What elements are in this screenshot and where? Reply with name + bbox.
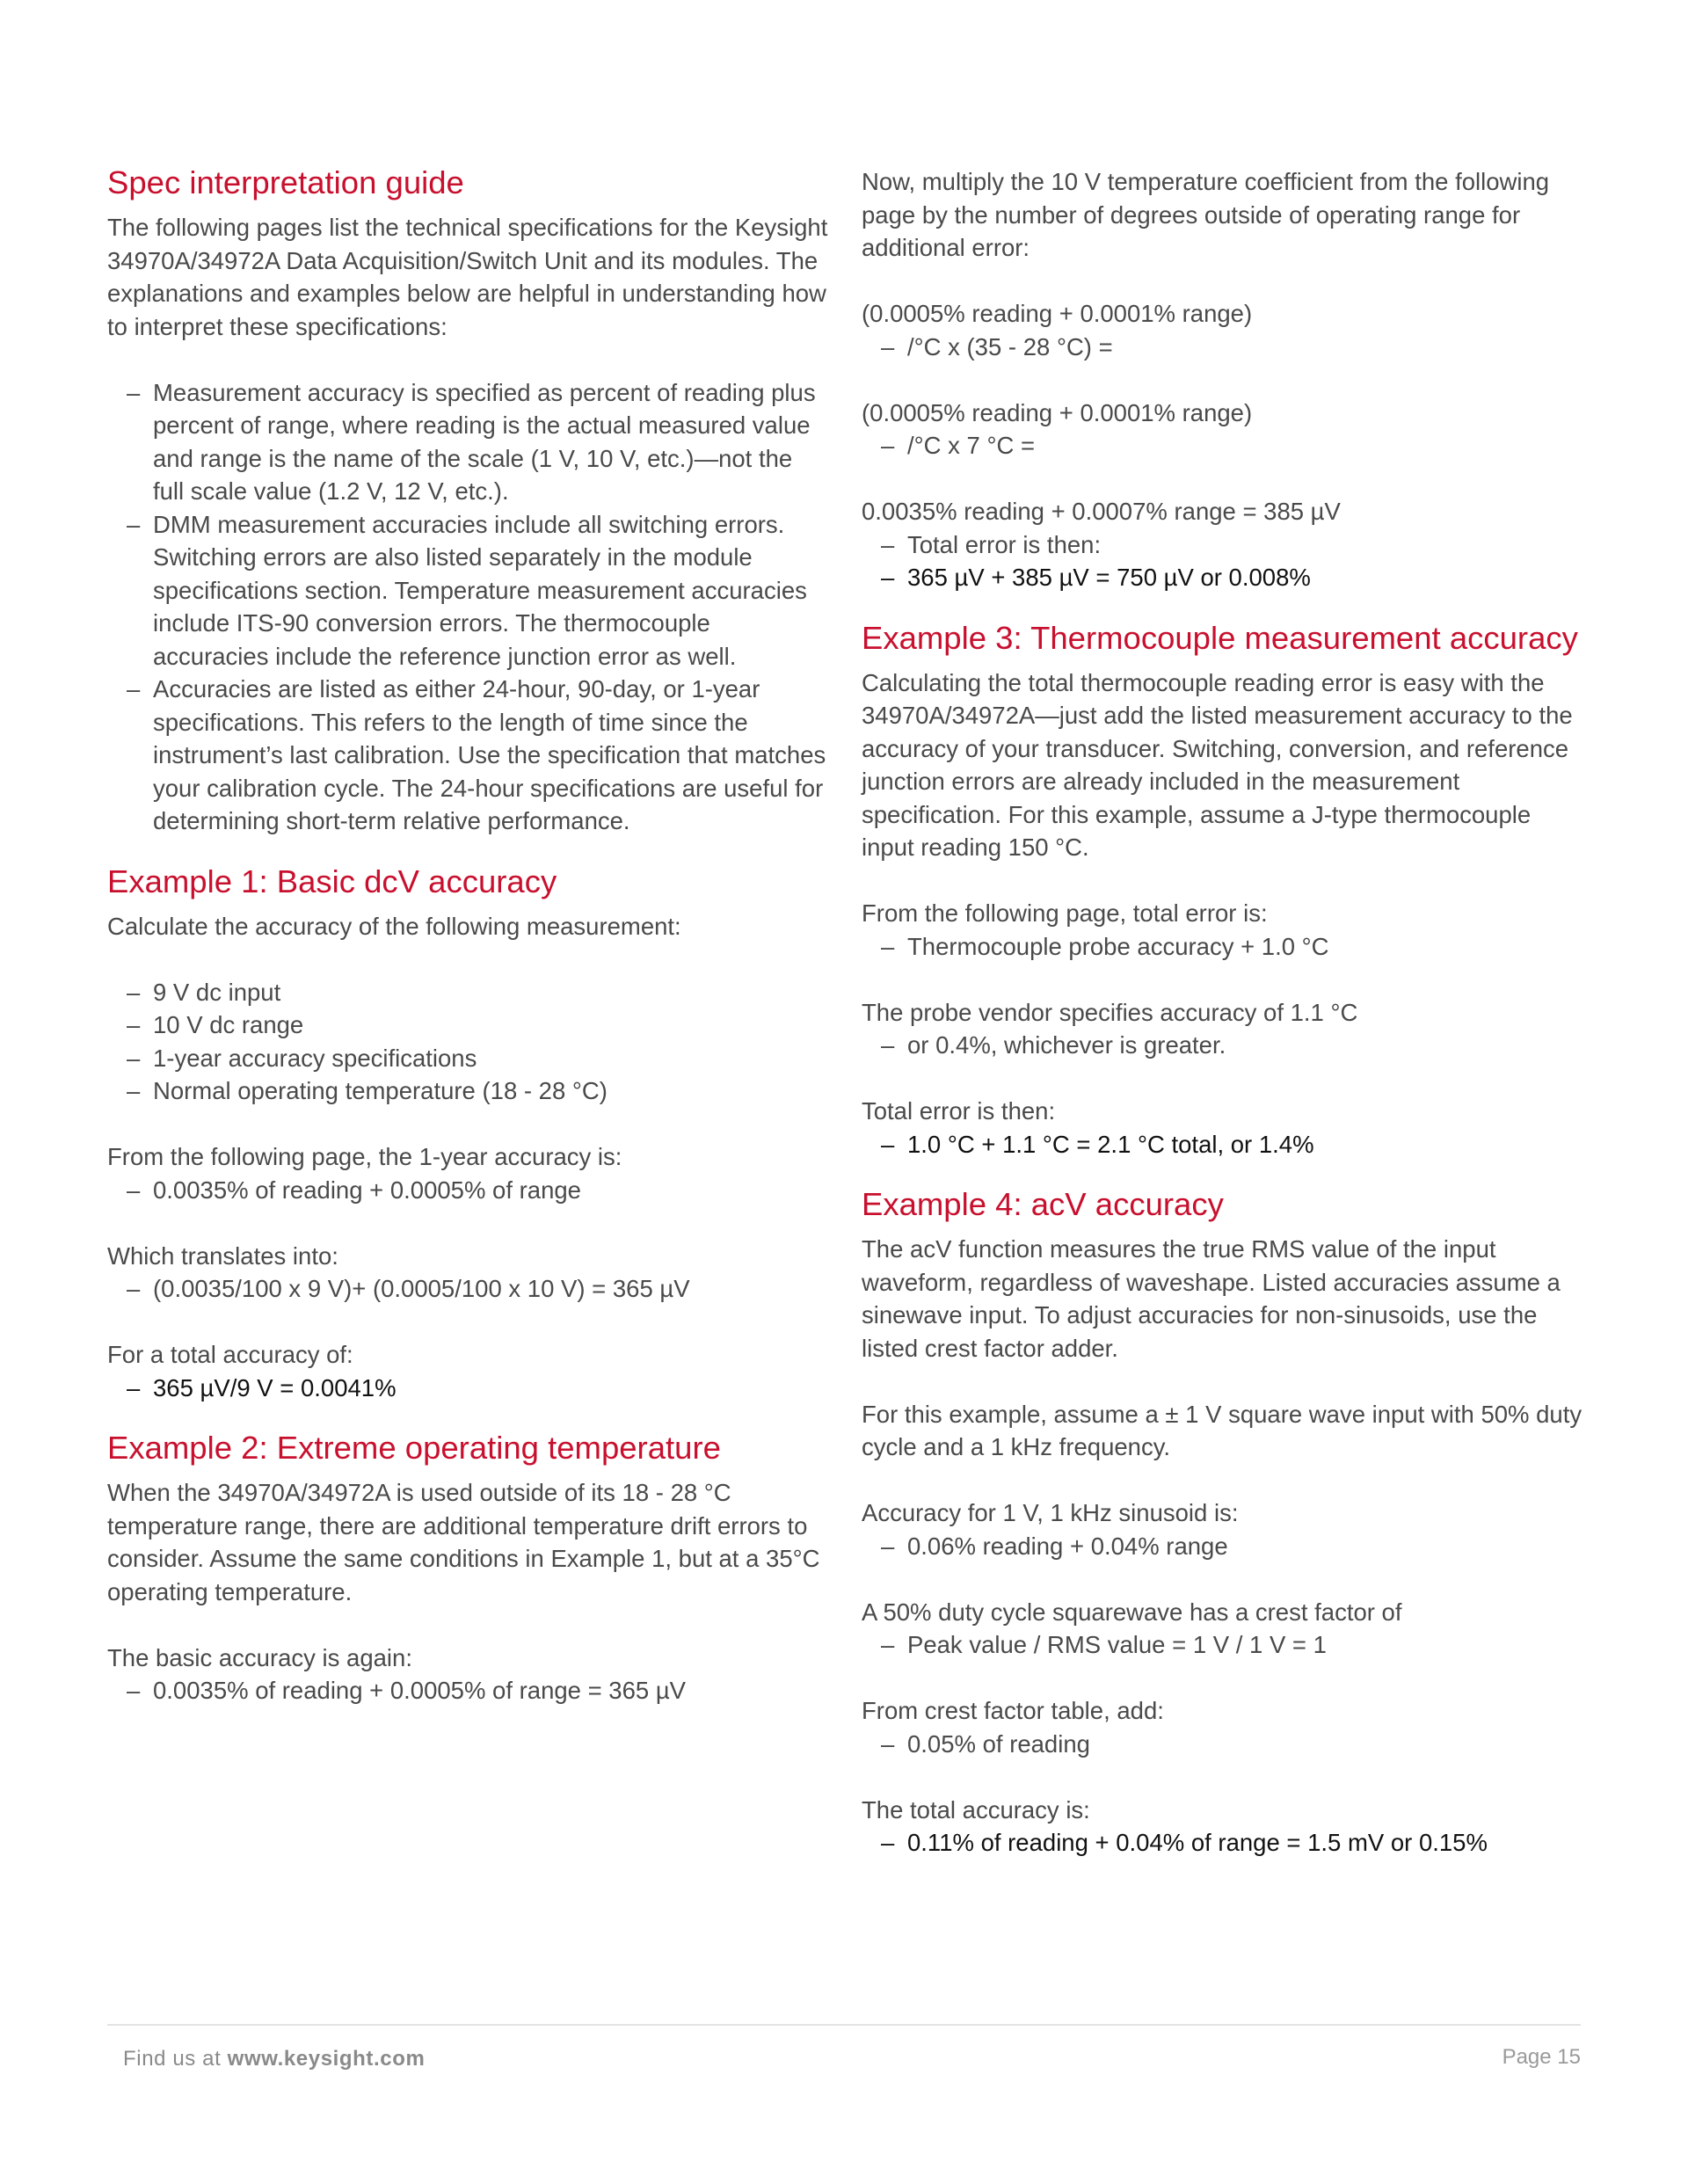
paragraph-ex4-intro: The acV function measures the true RMS value of the input waveform, regardless of waveshape. Listed accuracies assume a sinewave input. To adjust accuracies for non-sinusoids, use the listed crest factor adder. — [862, 1235, 1561, 1362]
ex1-conditions-list — [107, 976, 828, 1108]
list-item-result: – 1.0 °C + 1.1 °C = 2.1 °C total, or 1.4% — [862, 1128, 1582, 1161]
list-item-result: – 365 µV/9 V = 0.0041% — [107, 1372, 828, 1405]
formula-line: (0.0005% reading + 0.0001% range) — [862, 398, 1253, 426]
formula-line: (0.0005% reading + 0.0001% range) — [862, 300, 1253, 327]
paragraph-ex3-total-error: From the following page, total error is: — [862, 899, 1268, 927]
paragraph-ex2-intro: When the 34970A/34972A is used outside of its 18 - 28 °C temperature range, there are additional temperature drift errors to consider. Assume the same conditions in Example 1, but at a 35°C operating temperature. — [107, 1479, 820, 1605]
list-item: – Measurement accuracy is specified as percent of reading plus percent of range, where reading is the actual measured value and range is the name of the scale (1 V, 10 V, etc.)—not the full scale value (1.2 V, 12 V, etc.). — [107, 376, 828, 508]
right-column — [862, 165, 1582, 1860]
paragraph-ex4-assume: For this example, assume a ± 1 V square wave input with 50% duty cycle and a 1 kHz frequency. — [862, 1400, 1582, 1460]
paragraph-guide-intro: The following pages list the technical specifications for the Keysight 34970A/34972A Data Acquisition/Switch Unit and its modules. The explanations and examples below are helpful in understanding how to interpret these specifications: — [107, 214, 828, 340]
section-heading-example-1: Example 1: Basic dcV accuracy — [107, 863, 557, 899]
left-column — [107, 160, 828, 1707]
paragraph-ex2-multiply: Now, multiply the 10 V temperature coefficient from the following page by the number of degrees outside of operating range for additional error: — [862, 168, 1550, 261]
list-item-result: – 0.11% of reading + 0.04% of range = 1.5 mV or 0.15% — [862, 1826, 1582, 1860]
list-item: – Accuracies are listed as either 24-hour, 90-day, or 1-year specifications. This refers to the length of time since the instrument’s last calibration. Use the specification that matches your calibration cycle. The 24-hour specifications are useful for determining short-term relative performance. — [107, 673, 828, 838]
paragraph-ex3-then: Total error is then: — [862, 1097, 1056, 1125]
guide-bullet-list — [107, 376, 828, 838]
section-heading-example-2: Example 2: Extreme operating temperature — [107, 1430, 721, 1466]
list-item: – (0.0035/100 x 9 V)+ (0.0005/100 x 10 V) = 365 µV — [107, 1272, 828, 1306]
list-item: – Total error is then: — [862, 528, 1582, 562]
list-item: – 9 V dc input — [107, 976, 828, 1009]
list-item: – 0.0035% of reading + 0.0005% of range = 365 µV — [107, 1674, 828, 1707]
list-item: – Thermocouple probe accuracy + 1.0 °C — [862, 930, 1582, 964]
paragraph-ex4-crest: A 50% duty cycle squarewave has a crest factor of — [862, 1598, 1402, 1626]
footer-divider — [107, 2024, 1581, 2026]
list-item: – 1-year accuracy specifications — [107, 1042, 828, 1075]
paragraph-ex1-total: For a total accuracy of: — [107, 1341, 353, 1368]
page-number: Page 15 — [1502, 2045, 1581, 2069]
list-item: – 0.06% reading + 0.04% range — [862, 1530, 1582, 1563]
paragraph-ex1-accuracy: From the following page, the 1-year accuracy is: — [107, 1143, 622, 1170]
section-heading-example-4: Example 4: acV accuracy — [862, 1186, 1224, 1222]
paragraph-ex3-intro: Calculating the total thermocouple reading error is easy with the 34970A/34972A—just add the listed measurement accuracy to the accuracy of your transducer. Switching, conversion, and reference junction errors are already included in the measurement specification. For this example, assume a J-type thermocouple input reading 150 °C. — [862, 668, 1573, 861]
list-item: – Peak value / RMS value = 1 V / 1 V = 1 — [862, 1628, 1582, 1662]
list-item-result: – 365 µV + 385 µV = 750 µV or 0.008% — [862, 561, 1582, 594]
paragraph-ex1-translates: Which translates into: — [107, 1241, 338, 1270]
paragraph-ex3-vendor: The probe vendor specifies accuracy of 1.1 °C — [862, 998, 1358, 1026]
list-item: – /°C x (35 - 28 °C) = — [862, 331, 1582, 364]
section-heading-example-3: Example 3: Thermocouple measurement accuracy — [862, 619, 1578, 656]
footer-website-link[interactable]: www.keysight.com — [227, 2047, 426, 2071]
list-item: – or 0.4%, whichever is greater. — [862, 1029, 1582, 1062]
paragraph-ex4-sinusoid: Accuracy for 1 V, 1 kHz sinusoid is: — [862, 1499, 1239, 1526]
paragraph-ex4-table: From crest factor table, add: — [862, 1697, 1164, 1724]
list-item: – 0.0035% of reading + 0.0005% of range — [107, 1174, 828, 1207]
list-item: – 10 V dc range — [107, 1008, 828, 1042]
paragraph-ex4-total: The total accuracy is: — [862, 1795, 1090, 1824]
paragraph-ex2-basic: The basic accuracy is again: — [107, 1643, 412, 1671]
footer-find-us — [123, 2047, 425, 2071]
list-item: – Normal operating temperature (18 - 28 °C) — [107, 1074, 828, 1108]
list-item: – DMM measurement accuracies include all switching errors. Switching errors are also listed separately in the module specifications section. Temperature measurement accuracies include ITS-90 conversion errors. The thermocouple accuracies include the reference junction error as well. — [107, 508, 828, 673]
list-item: – 0.05% of reading — [862, 1728, 1582, 1761]
list-item: – /°C x 7 °C = — [862, 429, 1582, 462]
section-heading-spec-guide: Spec interpretation guide — [107, 164, 464, 200]
paragraph-ex1-intro: Calculate the accuracy of the following measurement: — [107, 912, 681, 940]
formula-line: 0.0035% reading + 0.0007% range = 385 µV — [862, 498, 1341, 525]
footer-find-prefix: Find us at — [123, 2047, 222, 2071]
